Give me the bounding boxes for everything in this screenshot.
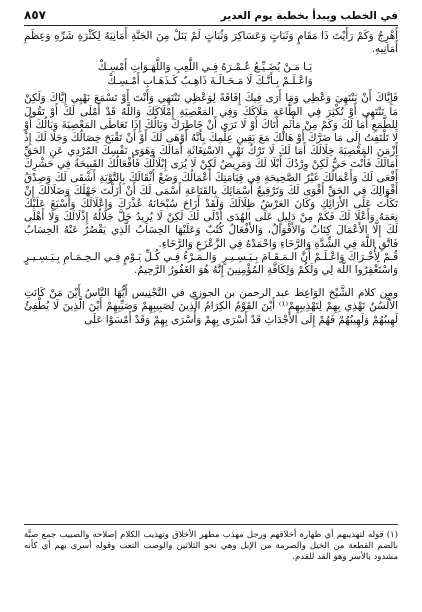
- header-title: في الخطب ويبدأ بخطبة يوم الغدير: [220, 10, 398, 22]
- poem-verse-2: [24, 251, 398, 264]
- closing-supplication: وَاسْتَغْفِرُوا اللَّهَ لِي وَلَكُمْ وَلِكَافَّةِ المُؤْمِنِينَ إِنَّهُ هُوَ الغَفُورُ الرَّحِيمُ.: [134, 264, 398, 277]
- footnote-separator: [24, 524, 398, 525]
- verse-2-hemistich-b: وَالـمَـرْءُ فِـي كُـلِّ يَـوْمٍ فِـي الـحِـمَـامِ بِـيَـسِـيـرٍ: [24, 250, 217, 263]
- ibn-jawzi-paragraph: ومن كلام الشَّيْخ الوَاعِظ عبد الرحمن بن الجوزي في التَّجْنِيس أَيُّهَا النَّاسُ أَيْنَ مَنْ كَانَتِ الأَلْسُنُ تَهْذِي بِهِمْ لِتَهْذِيبِهِمْ⁽¹⁾ أَيْنَ القَوْمُ الكِرَامُ الَّذِينَ لِصَبِيبِهِمْ وَصَيِّبِهِمْ أَيْنَ الَّذِينَ لَا يُطْفِئُ لَهِيبُهُمْ وَلَهِيبُهُمْ فَهُمْ إِلَى الأَجْدَاثِ قَدْ أَسْرَى بِهِمْ وَأُسْرَى بِهِمْ وَقَدْ أَمْسَوْا عَلَى: [24, 287, 398, 326]
- poem-verse-1: [24, 60, 398, 88]
- sermon-paragraph: فَإِيَّاكَ أَنْ يَنْتَهِيَ وَعْظِي وَمَا أَرَى فِيكَ إِفَاقَةً لِوَعْظِي تَنْتَهِي وَأَنْتَ أَوْ تَسْمَعَ نَهْيِي إِيَّاكَ وَلَكِنْ مَا تَنْتَهِي أَوْ تُكْثِرَ فِي الطَّاعَةِ مَلَاكَكَ وَفِي المَعْصِيَةِ إِمْلَاكَكَ وَاللَّهُ قَدْ أَمْلَى لَكَ أَوْ تَقُولَ لِلطَّمَعِ أَمَا لَكَ وَكَمْ مِنْ مَأْثَمٍ أَتَاكَ أَوْ لَا تَرَى أَنْ خَاطِرَكَ وَبَالُكَ إِذَا تَعَاطَى المَعْصِيَةَ وَبَالُكَ أَوْ لَا تَلْتَفِتُ إِلَى مَا ضَرَّكَ أَوْ هَالَكَ مَعَ يَقِينِ عِلْمِكَ بِأَنَّهُ أَوْهَى لَكَ أَوْ أَنْ تَقْبَحَ خِصَالُكَ وَجَلَا لَكَ إِذْ أَزْمَنَ المَعْصِيَةَ خِلَالَكَ أَمَا لَكَ لَا تَرْكُ نَهْيِ الاسْتِغَاثَةِ أَمَالَكَ وَهَوَى نَفْسِكَ المُرْدِي عَنِ الحَقِّ أَمَالَكَ فَأَنْتَ حَيٌّ لَكِنْ وِرْدُكَ أَبْلَا لَكَ وَمَرِيضٌ لَكِنْ لَا يُرَى إِبْلَالُكَ فَأَفْعَالُكَ القَبِيحَةُ فِي حَشْرِكَ أَفْعَى لَكَ وَأَعْمَالُكَ غَيْرُ الصَّحِيحَةِ فِي قِيَامَتِكَ أَعْمَالُكَ وَضَعْ أَثْقَالَكَ بِالتَّوْبَةِ أَشْقَى لَكَ وَصِدْقُ أَقْوَالِكَ فِي الحَقِّ أَقْوَى لَكَ وَتَرْفِيعُ أَسْمَائِكَ بِالقَنَاعَةِ أَسْمَى لَكَ أَنْ أَزَلْتَ جَهْلَكَ وَضَلَالَكَ إِنْ تَكَأْتَ عَلَى الأَرَائِكِ وَكَانَ العَرْشُ ظِلَالَكَ وَلَقَدْ أَزَاحَ سُبْحَانَهُ عُذْرَكَ وَإِعْلَالَكَ وَأَسْبَغَ عَلَيْكَ نِعَمَهُ وَأَعْلَا لَكَ فَكَمْ مِنْ دَلِيلٍ عَلَى الهُدَى أَدْلَى لَكَ لَكِنْ لَا يُرِيدُ جَلَّ جَلَالُهُ إِذْلَالَكَ وَلَا أَهْلَى لَكَ إِلَّا الأَعْمَالَ كِتَابٌ وَالأَقْوَالُ، وَالأَفْعَالُ كُتُبٌ وَعَلَيْهَا الحِسَابُ الَّذِي يَقْصُرُ عَنْهُ الحِسَابُ فَاتَّقِ اللَّهَ فِي الشِّدَّةِ وَالرَّخَاءِ وَاحْمَدْهُ فِي الزَّعْزَعِ وَالرَّخَاءِ.: [24, 92, 398, 250]
- verse-2-hemistich-a: قُـمْ لِأُخْـرَاكَ وَاعْـلَـمْ أَنَّ الـمَـقَـامَ بِـيَـسِـيـرٍ: [222, 250, 398, 263]
- footnote: (١) قوله لتهذيبهم أي طهارة أخلاقهم ورجل مهذب مطهر الأخلاق وتهذيب الكلام إصلاحه والصبيب جمع صبَّة بالضم القطعة من الخيل والصرمة من الإبل وهي نحو الثلاثين والوصب التعب وقوله أسرى بهم أي كأنه مشدود بالأسر وهو القد للقدم.: [24, 530, 398, 562]
- poem-line-2: وَاعْـلَـمْ بِـأَنَّـكَ لَا مَـحَـالَـةَ ذَاهِـبٌ كَـذَهَـابِ أَمْـسِـكْ: [107, 75, 313, 88]
- intro-text: أَهْرِجُ وَكَمْ رَأَيْتَ ذَا مَقَامٍ وَثَبَاتٍ وَعَسَاكِرَ وَثُبَاتٍ لَمْ يَنَلْ مِنَ الجَنَّةِ أَمَانِيَهُ لِكَثْرَةِ شَرِّهِ وَعِظَمِ أَمَانِيهِ.: [24, 30, 398, 56]
- page-number: ٨٥٧: [24, 8, 46, 22]
- running-header: [24, 8, 398, 26]
- poem-line-1: يَـا مَـنْ يُضَـيِّـعُ عُـمْـرَهُ فِـي اللَّعِبِ وَاللَّهَـوَاتِ أَمْسِـكْ: [97, 61, 313, 74]
